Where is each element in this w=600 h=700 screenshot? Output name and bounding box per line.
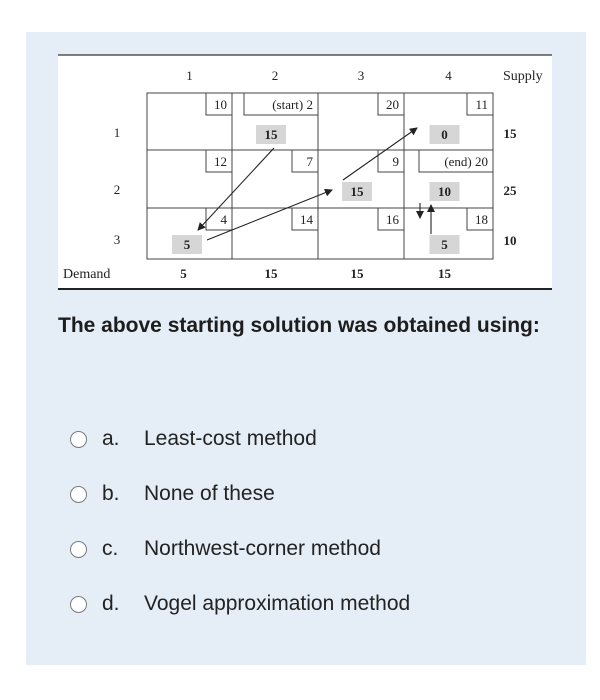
option-label: Vogel approximation method — [144, 592, 411, 615]
supply-value: 25 — [503, 183, 517, 198]
question-text: The above starting solution was obtained using: — [58, 314, 540, 337]
radio-c[interactable] — [70, 541, 87, 558]
demand-value: 15 — [264, 266, 278, 281]
unit-cost: 4 — [220, 212, 227, 227]
allocation-value: 15 — [264, 127, 278, 142]
radio-b[interactable] — [70, 486, 87, 503]
demand-label: Demand — [63, 267, 111, 282]
answer-options — [70, 423, 410, 643]
unit-cost: 14 — [300, 212, 313, 227]
option-label: None of these — [144, 482, 275, 505]
radio-a[interactable] — [70, 431, 87, 448]
supply-value: 15 — [503, 126, 517, 141]
option-c[interactable] — [70, 533, 410, 565]
row-label: 3 — [113, 232, 121, 247]
column-header: 1 — [186, 68, 193, 83]
allocation-value: 5 — [441, 237, 448, 252]
demand-value: 15 — [438, 266, 451, 281]
option-letter: b. — [102, 482, 120, 505]
option-d[interactable] — [70, 588, 410, 620]
unit-cost: (start) 2 — [272, 97, 313, 112]
allocation-value: 0 — [441, 127, 448, 142]
column-header: 3 — [357, 68, 365, 83]
unit-cost: (end) 20 — [444, 154, 488, 169]
unit-cost: 9 — [392, 154, 399, 169]
unit-cost: 16 — [386, 212, 399, 227]
transportation-tableau — [0, 0, 600, 300]
demand-value: 5 — [180, 266, 187, 281]
allocation-value: 15 — [350, 184, 364, 199]
allocation-value: 10 — [438, 184, 451, 199]
column-header: 4 — [445, 68, 452, 83]
unit-cost: 10 — [214, 97, 227, 112]
column-header: 2 — [271, 68, 279, 83]
option-label: Least-cost method — [144, 427, 317, 450]
option-a[interactable] — [70, 423, 410, 455]
unit-cost: 7 — [306, 154, 313, 169]
demand-value: 15 — [350, 266, 364, 281]
option-b[interactable] — [70, 478, 410, 510]
supply-value: 10 — [503, 233, 517, 248]
unit-cost: 20 — [386, 97, 399, 112]
option-letter: a. — [102, 427, 120, 450]
unit-cost: 11 — [475, 97, 488, 112]
option-letter: d. — [102, 592, 120, 615]
supply-header: Supply — [503, 69, 543, 84]
unit-cost: 12 — [214, 154, 227, 169]
unit-cost: 18 — [475, 212, 488, 227]
row-label: 2 — [113, 182, 121, 197]
cost-box — [292, 150, 318, 172]
option-letter: c. — [102, 537, 119, 560]
allocation-value: 5 — [183, 237, 191, 252]
option-label: Northwest-corner method — [144, 537, 381, 560]
row-label: 1 — [113, 125, 121, 140]
cost-box — [206, 208, 232, 230]
radio-d[interactable] — [70, 596, 87, 613]
